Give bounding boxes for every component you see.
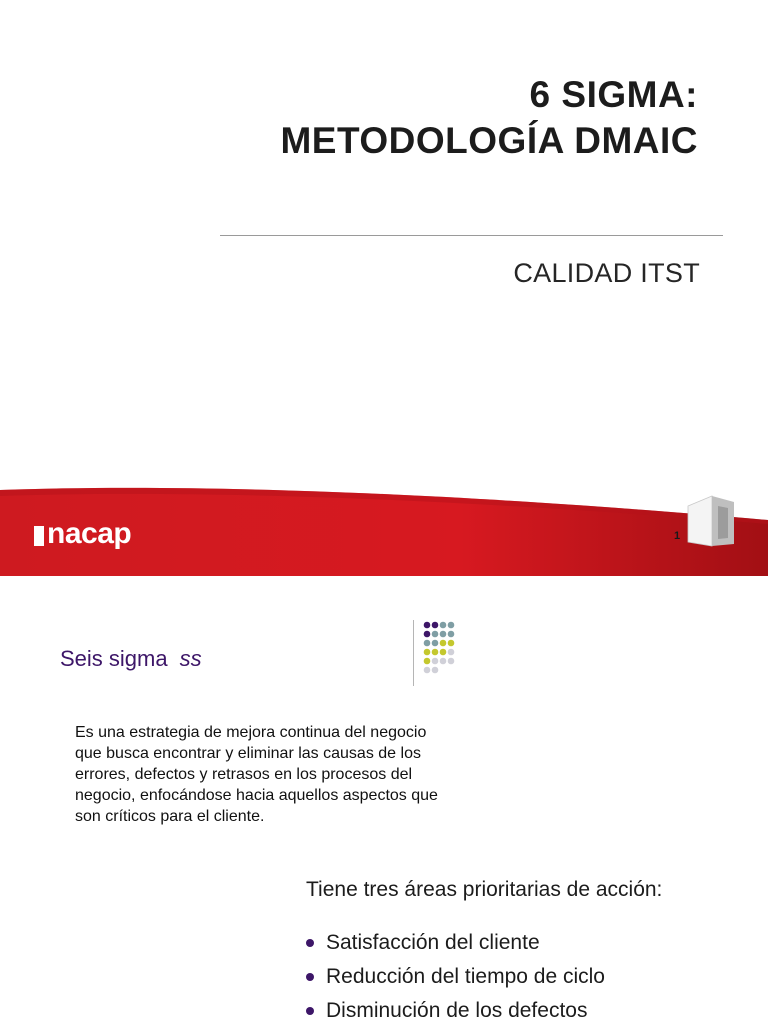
slide-subtitle: CALIDAD ITST bbox=[513, 258, 700, 288]
title-line-1: 6 SIGMA: bbox=[529, 74, 698, 115]
page-number: 1 bbox=[674, 530, 681, 542]
cube-icon bbox=[682, 492, 742, 550]
section-title-abbr: ss bbox=[179, 646, 202, 671]
section-title bbox=[60, 646, 202, 672]
list-item-text: Reducción del tiempo de ciclo bbox=[326, 965, 605, 988]
bullet-icon bbox=[306, 1007, 314, 1015]
vertical-divider bbox=[413, 620, 414, 686]
list-item bbox=[306, 926, 605, 960]
title-divider bbox=[220, 235, 723, 236]
slide-title bbox=[280, 72, 698, 164]
bullet-icon bbox=[306, 973, 314, 981]
list-item-text: Satisfacción del cliente bbox=[326, 931, 540, 954]
logo-mark-icon bbox=[34, 526, 44, 546]
definition-paragraph: Es una estrategia de mejora continua del negocio que busca encontrar y eliminar las causas de los errores, defectos y retrasos en los procesos del negocio, enfocándose hacia aquellos aspectos que son críticos para el cliente. bbox=[75, 724, 438, 825]
list-item-text: Disminución de los defectos bbox=[326, 999, 588, 1022]
content-slide bbox=[0, 576, 768, 1024]
section-title-text: Seis sigma bbox=[60, 646, 168, 671]
bullet-icon bbox=[306, 939, 314, 947]
priority-areas-list bbox=[306, 926, 605, 1024]
list-item bbox=[306, 994, 605, 1024]
inacap-logo bbox=[34, 517, 131, 551]
dot-grid-icon bbox=[422, 620, 462, 676]
title-line-2: METODOLOGÍA DMAIC bbox=[280, 120, 698, 161]
list-item bbox=[306, 960, 605, 994]
priority-areas-intro: Tiene tres áreas prioritarias de acción: bbox=[306, 878, 663, 901]
logo-text: nacap bbox=[47, 517, 132, 550]
